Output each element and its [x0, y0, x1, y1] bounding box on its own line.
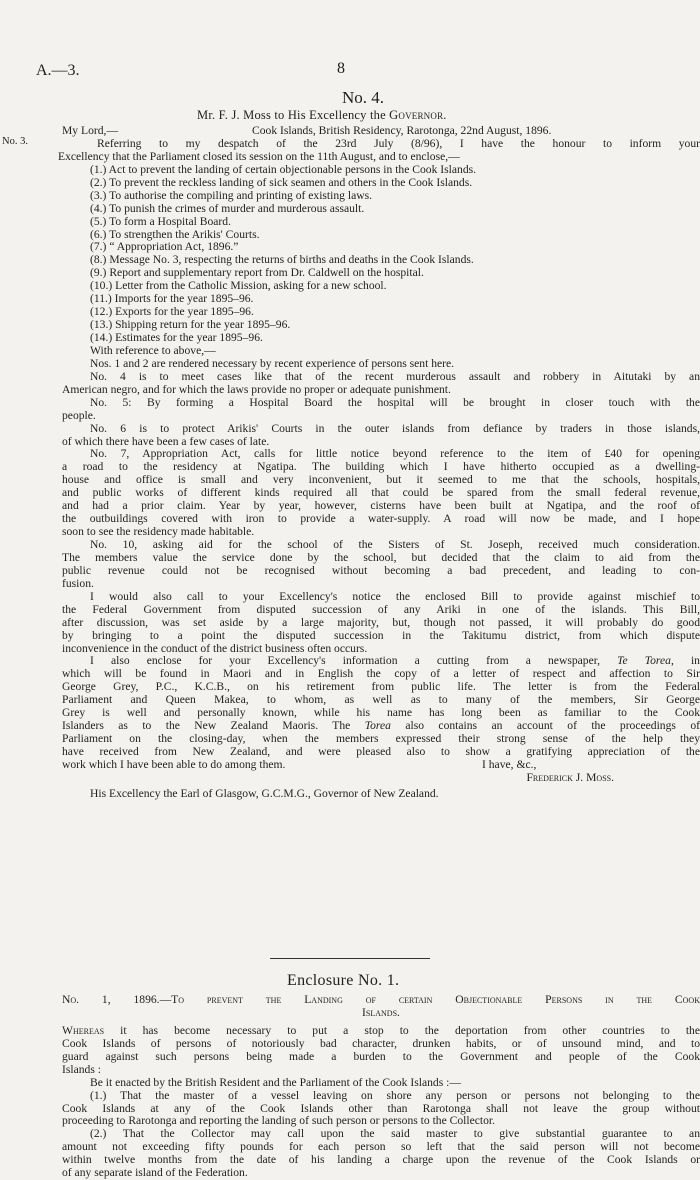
text-line: and public works of different kinds required all that could be spared from the small federal revenue,: [62, 486, 700, 500]
salutation-line: [62, 125, 700, 138]
page-code: A.—3.: [36, 62, 80, 79]
enclosure-item: (12.) Exports for the year 1895–96.: [90, 305, 254, 319]
enclosure-item: (10.) Letter from the Catholic Mission, asking for a new school.: [90, 279, 387, 293]
text-line: Be it enacted by the British Resident and the Parliament of the Cook Islands :—: [90, 1075, 461, 1089]
closing-text: work which I have been able to do among them.: [62, 757, 286, 771]
text-line: proceeding to Rarotonga and reporting the landing of such person or persons to the Collector.: [62, 1114, 496, 1128]
text-line: soon to see the residency made habitable.: [62, 525, 255, 539]
act-text: [62, 1025, 700, 1180]
text-line: (2.) That the Collector may call upon the said master to give substantial guarantee to an: [90, 1127, 700, 1141]
signature-row: [62, 772, 700, 785]
intro-line: Referring to my despatch of the 23rd July (8/96), I have the honour to inform your: [97, 136, 700, 150]
text-line: people.: [62, 408, 96, 422]
text-line: Islands :: [62, 1062, 101, 1076]
enclosure-item: (1.) Act to prevent the landing of certain objectionable persons in the Cook Islands.: [90, 162, 477, 176]
text-line: Grey is well and personally known, while his name has long been as familiar to the Cook: [62, 706, 700, 720]
text-line: Parliament and Queen Makea, to whom, as well as to many of the members, Sir George: [62, 693, 700, 707]
text-line: George Grey, P.C., K.C.B., on his retirement from public life. The letter is from the Federal: [62, 680, 700, 694]
enclosure-list: [62, 164, 700, 345]
intro-line: Excellency that the Parliament closed its session on the 11th August, and to enclose,—: [58, 149, 460, 163]
text-line: No. 4 is to meet cases like that of the recent murderous assault and robbery in Aitutaki by an: [90, 369, 700, 383]
text-line: guard against such persons being made a burden to the Government and people of the Cook: [62, 1049, 700, 1063]
act-title: No. 1, 1896.—To prevent the Landing of certain Objectionable Persons in the Cook: [62, 993, 700, 1006]
text-line: I would also call to your Excellency's notice the enclosed Bill to provide against mischief to: [90, 589, 700, 603]
text-line: (1.) That the master of a vessel leaving on shore any person or persons not belonging to the: [90, 1088, 700, 1102]
text-line: No. 10, asking aid for the school of the Sisters of St. Joseph, received much consideration.: [90, 538, 700, 551]
act-title-continued: Islands.: [362, 1005, 400, 1019]
margin-note: No. 3.: [2, 136, 28, 147]
text-line: fusion.: [62, 576, 94, 590]
text-line: the Federal Government from disputed succession of any Ariki in one of the islands. This Bill,: [62, 602, 700, 616]
text-line: the outbuildings covered with iron to provide a water-supply. A road will now be made, and I hope: [62, 512, 700, 526]
enclosure-item: (7.) “ Appropriation Act, 1896.”: [90, 240, 239, 254]
closing: I have, &c.,: [482, 757, 537, 771]
place-date: Cook Islands, British Residency, Rarotonga, 22nd August, 1896.: [252, 124, 552, 137]
enclosure-item: (11.) Imports for the year 1895–96.: [90, 292, 254, 306]
text-line: which will be found in Maori and in English the copy of a letter of respect and affection to Sir: [62, 667, 700, 681]
letter-heading: Mr. F. J. Moss to His Excellency the Governor.: [197, 108, 447, 122]
enclosure-item: (9.) Report and supplementary report from Dr. Caldwell on the hospital.: [90, 266, 424, 280]
addressee: His Excellency the Earl of Glasgow, G.C.M.G., Governor of New Zealand.: [90, 786, 439, 800]
text-line: The members value the service done by the school, but decided that the claim to aid from the: [62, 550, 700, 564]
text-line: Islanders as to the New Zealand Maoris. The Torea also contains an account of the proceedings of: [62, 719, 700, 733]
text-line: have received from New Zealand, and were pleased also to show a gratifying appreciation of the: [62, 745, 700, 758]
text-line: and had a prior claim. Year by year, however, cisterns have been built at Ngatipa, and the roof of: [62, 499, 700, 513]
text-line: Cook Islands at any of the Cook Islands other than Rarotonga shall not leave the group without: [62, 1101, 700, 1115]
text-line: No. 5: By forming a Hospital Board the hospital will be brought in closer touch with the: [90, 395, 700, 409]
enclosure-body: [62, 994, 700, 1180]
enclosure-item: (3.) To authorise the compiling and printing of existing laws.: [90, 188, 373, 202]
text-line: Parliament on the closing-day, when the members expressed their strong sense of the help they: [62, 732, 700, 746]
text-line: public revenue could not be recognised without becoming a bad precedent, and leading to con-: [62, 563, 700, 577]
text-line: within twelve months from the date of his landing a charge upon the revenue of the Cook Islands or: [62, 1153, 700, 1167]
page-number: 8: [337, 60, 345, 77]
text-line: inconvenience in the conduct of the district business often occurs.: [62, 641, 368, 655]
enclosure-item: (4.) To punish the crimes of murder and murderous assault.: [90, 201, 365, 215]
enclosure-item: (13.) Shipping return for the year 1895–96.: [90, 318, 291, 332]
letter-body: [58, 124, 700, 801]
text-line: No. 7, Appropriation Act, calls for little notice beyond reference to the item of £40 for opening: [90, 447, 700, 461]
enclosure-item: (5.) To form a Hospital Board.: [90, 214, 231, 228]
enclosure-title: Enclosure No. 1.: [287, 972, 400, 989]
letter-paragraphs: [62, 345, 700, 759]
text-line: by bringing to a point the disputed succession in the Takitumu district, from which dispute: [62, 628, 700, 642]
text-line: after discussion, was set aside by a large majority, but, though not passed, it will probably do good: [62, 615, 700, 629]
enclosure-item: (14.) Estimates for the year 1895–96.: [90, 331, 263, 344]
text-line: Cook Islands of persons of notoriously bad character, drunken habits, or of unsound mind, and to: [62, 1036, 700, 1050]
enclosure-item: (6.) To strengthen the Arikis' Courts.: [90, 227, 260, 241]
salutation: My Lord,—: [62, 124, 119, 137]
text-line: house and office is small and very inconvenient, but it seemed to me that the schools, hospitals,: [62, 473, 700, 487]
text-line: American negro, and for which the laws provide no proper or adequate punishment.: [62, 382, 451, 396]
text-line: Whereas it has become necessary to put a stop to the deportation from other countries to the: [62, 1023, 700, 1037]
text-line: of any separate island of the Federation.: [62, 1166, 248, 1180]
text-line: No. 6 is to protect Arikis' Courts in the outer islands from defiance by traders in those islands,: [90, 421, 700, 435]
text-line: amount not exceeding fifty pounds for each person so left that the said person will not become: [62, 1140, 700, 1154]
text-line: of which there have been a few cases of late.: [62, 434, 270, 448]
text-line: Nos. 1 and 2 are rendered necessary by recent experience of persons sent here.: [90, 356, 455, 370]
text-line: I also enclose for your Excellency's information a cutting from a newspaper, Te Torea, in: [90, 654, 700, 668]
letter-number: No. 4.: [342, 88, 385, 107]
section-divider: [270, 958, 430, 959]
text-line: With reference to above,—: [90, 343, 216, 357]
enclosure-item: (8.) Message No. 3, respecting the returns of births and deaths in the Cook Islands.: [90, 253, 474, 267]
signature: Frederick J. Moss.: [526, 770, 614, 784]
enclosure-item: (2.) To prevent the reckless landing of sick seamen and others in the Cook Islands.: [90, 175, 473, 189]
text-line: a road to the residency at Ngatipa. The building which I have hitherto occupied as a dwelling-: [62, 460, 700, 474]
